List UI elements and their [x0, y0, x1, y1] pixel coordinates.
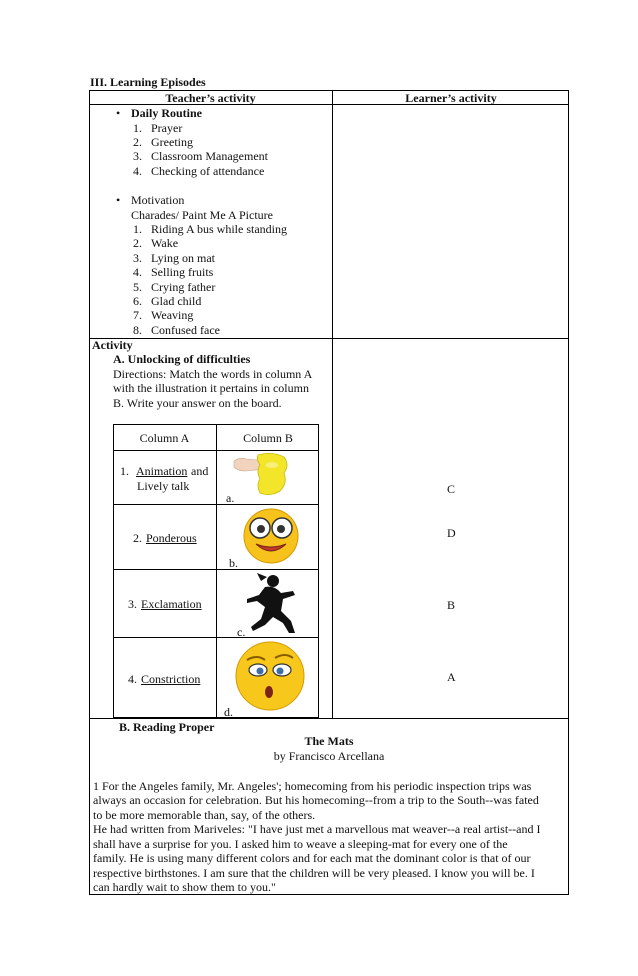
list-number: 1.	[133, 121, 142, 135]
story-title: The Mats	[304, 734, 354, 748]
directions-line: B. Write your answer on the board.	[113, 396, 282, 410]
learner-answer: C	[447, 482, 456, 496]
list-item: Prayer	[151, 121, 183, 135]
list-number: 3.	[133, 251, 142, 265]
vocabulary-word-line2: Lively talk	[137, 479, 190, 493]
reading-divider	[89, 718, 569, 719]
directions-line: with the illustration it pertains in column	[113, 381, 309, 395]
list-number: 8.	[133, 323, 142, 337]
list-item: Selling fruits	[151, 265, 214, 279]
list-item: Weaving	[151, 308, 194, 322]
unlocking-difficulties-heading: A. Unlocking of difficulties	[113, 352, 251, 366]
matching-column-divider	[216, 424, 217, 718]
bullet-icon: •	[116, 193, 121, 207]
option-letter: d.	[224, 705, 233, 719]
story-line: shall have a surprise for you. I asked him to weave a sleeping-mat for every one of the	[93, 837, 508, 851]
vocabulary-word: Exclamation	[141, 597, 202, 611]
reading-proper-heading: B. Reading Proper	[119, 720, 215, 734]
list-number: 2.	[133, 135, 142, 149]
list-item: Greeting	[151, 135, 193, 149]
matching-row-divider	[113, 637, 319, 638]
vocabulary-word: Animation	[136, 464, 188, 478]
list-item: Riding A bus while standing	[151, 222, 288, 236]
story-line: to be more memorable than, say, of the others.	[93, 808, 316, 822]
row-number: 3.	[128, 597, 137, 611]
story-line: 1 For the Angeles family, Mr. Angeles'; homecoming from his periodic inspection trips was	[93, 779, 532, 793]
list-number: 4.	[133, 265, 142, 279]
row-number: 1.	[120, 464, 129, 478]
jumping-silhouette-icon	[243, 571, 301, 635]
matching-row-divider	[113, 569, 319, 570]
list-number: 3.	[133, 149, 142, 163]
directions-line: Directions: Match the words in column A	[113, 367, 313, 381]
header-learner-activity: Learner’s activity	[405, 91, 497, 105]
list-item: Classroom Management	[151, 149, 268, 163]
column-b-header: Column B	[243, 431, 293, 445]
list-item: Lying on mat	[151, 251, 215, 265]
column-a-header: Column A	[139, 431, 190, 445]
list-number: 2.	[133, 236, 142, 250]
list-number: 5.	[133, 280, 142, 294]
confused-emoji-icon	[233, 640, 307, 712]
header-teacher-activity: Teacher’s activity	[165, 91, 256, 105]
list-number: 4.	[133, 164, 142, 178]
story-line: can hardly wait to show them to you."	[93, 880, 276, 894]
column-divider	[332, 90, 333, 718]
learner-answer: B	[447, 598, 456, 612]
list-item: Glad child	[151, 294, 202, 308]
vocabulary-word: Constriction	[141, 672, 201, 686]
motivation-subheading: Charades/ Paint Me A Picture	[131, 208, 273, 222]
list-item: Wake	[151, 236, 179, 250]
option-letter: b.	[229, 556, 238, 570]
vocabulary-word-rest: and	[191, 464, 209, 478]
list-item: Checking of attendance	[151, 164, 265, 178]
section-title: III. Learning Episodes	[90, 75, 206, 89]
list-item: Confused face	[151, 323, 220, 337]
surprised-emoji-icon	[240, 506, 302, 566]
story-line: family. He is using many different colors and for each mat the dominant color is that of our	[93, 851, 531, 865]
bullet-icon: •	[116, 106, 121, 120]
list-number: 6.	[133, 294, 142, 308]
motivation-heading: Motivation	[131, 193, 185, 207]
yellow-sponge-hand-icon	[232, 451, 292, 497]
matching-row-divider	[113, 504, 319, 505]
learner-answer: D	[447, 526, 456, 540]
activity-heading: Activity	[92, 338, 133, 352]
list-item: Crying father	[151, 280, 216, 294]
story-line: respective birthstones. I am sure that the children will be very pleased. I know you will be. I	[93, 866, 535, 880]
option-letter: a.	[226, 491, 235, 505]
list-number: 1.	[133, 222, 142, 236]
story-line: always an occasion for celebration. But his homecoming--from a trip to the South--was fated	[93, 793, 539, 807]
list-number: 7.	[133, 308, 142, 322]
vocabulary-word: Ponderous	[146, 531, 197, 545]
option-letter: c.	[237, 625, 246, 639]
daily-routine-heading: Daily Routine	[131, 106, 203, 120]
row-number: 2.	[133, 531, 142, 545]
story-line: He had written from Mariveles: "I have just met a marvellous mat weaver--a real artist--and I	[93, 822, 541, 836]
row-number: 4.	[128, 672, 137, 686]
story-author: by Francisco Arcellana	[273, 749, 385, 763]
activity-divider	[89, 338, 569, 339]
learner-answer: A	[447, 670, 456, 684]
